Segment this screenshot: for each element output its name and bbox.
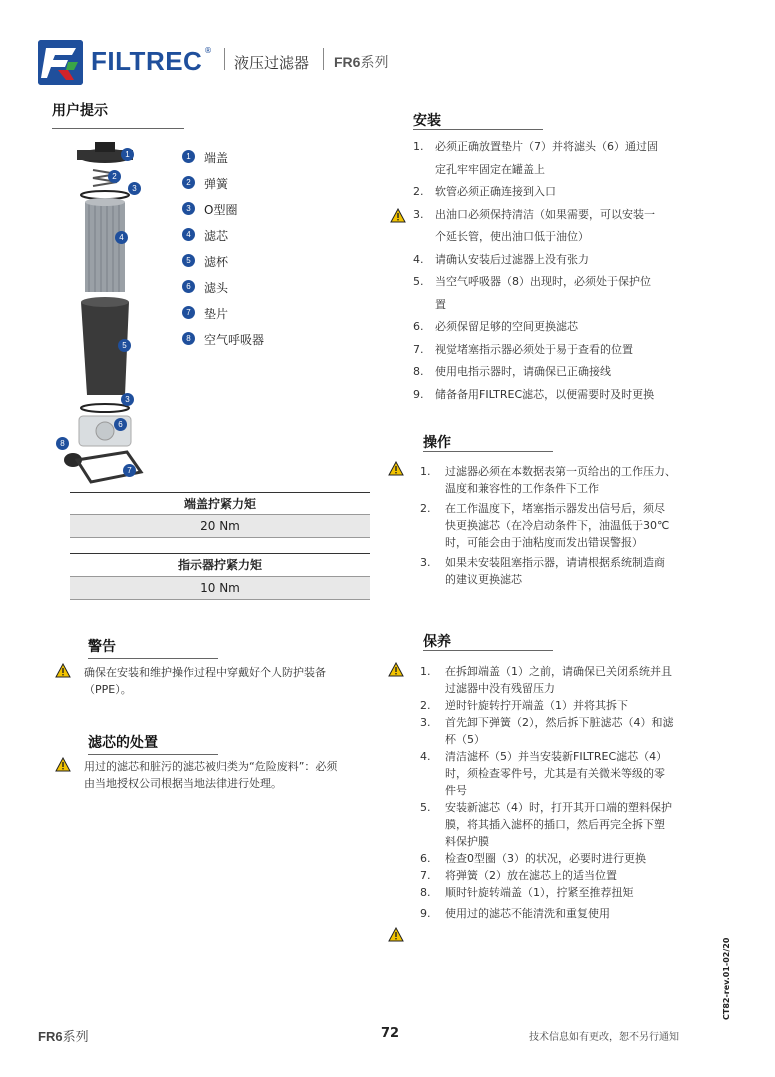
filtrec-logo-mark: [38, 40, 83, 85]
legend-badge: 8: [182, 332, 195, 345]
maintenance-title: 保养: [423, 634, 451, 650]
registered-mark: ®: [204, 46, 212, 55]
footer-series-code: FR6: [38, 1029, 63, 1044]
header-divider: [323, 48, 324, 70]
operation-item: 2. 在工作温度下，堵塞指示器发出信号后，须尽 快更换滤芯（在冷启动条件下，油温低于30℃ 时，可能会由于油粘度而发出错误警报）: [420, 502, 670, 549]
install-item: 7. 视觉堵塞指示器必须处于易于查看的位置: [413, 342, 633, 356]
warning-triangle-icon: [388, 927, 404, 942]
install-item: 3. 出油口必须保持清洁（如果需要，可以安装一: [413, 207, 655, 221]
footer-disclaimer: 技术信息如有更改，恕不另行通知: [529, 1032, 679, 1043]
callout-badge: 8: [56, 437, 69, 450]
section-rule: [88, 754, 218, 755]
legend-label: 滤芯: [204, 229, 229, 243]
install-item: 1. 必须正确放置垫片（7）并将滤头（6）通过固: [413, 140, 658, 153]
warning-text-line: （PPE）。: [84, 683, 132, 696]
disposal-text: [84, 758, 337, 792]
callout-badge: 4: [115, 231, 128, 244]
maintenance-item: 2. 逆时针旋转拧开端盖（1）并将其拆下: [420, 699, 628, 712]
legend-label: O型圈: [204, 203, 238, 217]
document-code: CT82-rev.01-02/20: [722, 937, 731, 1020]
warning-triangle-icon: [55, 757, 71, 772]
legend-badge: 6: [182, 280, 195, 293]
install-item: 8. 使用电指示器时，请确保已正确接线: [413, 365, 611, 378]
section-rule: [423, 451, 553, 452]
disposal-title: 滤芯的处置: [88, 735, 158, 751]
callout-badge: 1: [121, 148, 134, 161]
callout-badge: 2: [108, 170, 121, 183]
warning-text: [84, 664, 326, 698]
cap-torque-header: 端盖拧紧力矩: [70, 492, 370, 515]
legend-label: 滤杯: [204, 255, 229, 269]
warning-triangle-icon: [55, 663, 71, 678]
install-item-cont: 定孔牢牢固定在罐盖上: [435, 162, 545, 176]
indicator-torque-header: 指示器拧紧力矩: [70, 553, 370, 576]
install-item: 4. 请确认安装后过滤器上没有张力: [413, 252, 589, 266]
section-rule: [52, 128, 184, 129]
footer-series-word: 系列: [62, 1030, 89, 1045]
page-number: 72: [381, 1026, 400, 1041]
indicator-torque-value: 10 Nm: [70, 576, 370, 600]
header-series: [334, 52, 388, 72]
series-word: 系列: [360, 55, 389, 71]
section-rule: [413, 129, 543, 130]
brand-name: FILTREC: [91, 46, 203, 76]
warning-title: 警告: [88, 639, 116, 655]
install-item-cont: 置: [435, 297, 446, 311]
disposal-text-line: 用过的滤芯和脏污的滤芯被归类为“危险废料”：必须: [84, 760, 338, 773]
callout-badge: 5: [118, 339, 131, 352]
legend-badge: 2: [182, 176, 195, 189]
legend-label: 滤头: [204, 281, 229, 295]
user-tips-title: 用户提示: [52, 103, 108, 119]
maintenance-list: [420, 663, 720, 922]
maintenance-item: 8. 顺时针旋转端盖（1），拧紧至推荐扭矩: [420, 886, 634, 899]
install-item: 2. 软管必须正确连接到入口: [413, 185, 556, 198]
install-item-cont: 个延长管，使出油口低于油位）: [435, 230, 589, 243]
legend-badge: 7: [182, 306, 195, 319]
callout-badge: 6: [114, 418, 127, 431]
maintenance-item: 3. 首先卸下弹簧（2），然后拆下脏滤芯（4）和滤 杯（5）: [420, 716, 674, 746]
callout-badge: 3: [121, 393, 134, 406]
warning-triangle-icon: [388, 662, 404, 677]
legend-label: 弹簧: [204, 177, 229, 191]
exploded-filter-illustration: [55, 140, 165, 485]
legend-label: 垫片: [204, 307, 229, 321]
header-divider: [224, 48, 225, 70]
maintenance-item: 7. 将弹簧（2）放在滤芯上的适当位置: [420, 869, 617, 882]
install-item: 6. 必须保留足够的空间更换滤芯: [413, 320, 578, 333]
warning-text-line: 确保在安装和维护操作过程中穿戴好个人防护装备: [84, 666, 326, 679]
legend-badge: 3: [182, 202, 195, 215]
install-item: 9. 储备备用FILTREC滤芯，以便需要时及时更换: [413, 387, 655, 401]
operation-title: 操作: [423, 435, 451, 451]
cap-torque-value: 20 Nm: [70, 514, 370, 538]
section-rule: [423, 650, 553, 651]
operation-item: 3. 如果未安装阻塞指示器，请请根据系统制造商 的建议更换滤芯: [420, 556, 665, 586]
legend-label: 端盖: [204, 151, 229, 165]
maintenance-item: 6. 检查0型圈（3）的状况，必要时进行更换: [420, 852, 646, 865]
series-code: FR6: [334, 54, 361, 70]
warning-triangle-icon: [388, 461, 404, 476]
legend-label: 空气呼吸器: [204, 333, 265, 347]
disposal-text-line: 由当地授权公司根据当地法律进行处理。: [84, 777, 282, 790]
callout-badge: 7: [123, 464, 136, 477]
legend-badge: 4: [182, 228, 195, 241]
install-title: 安装: [413, 113, 441, 129]
callout-badge: 3: [128, 182, 141, 195]
install-item: 5. 当空气呼吸器（8）出现时，必须处于保护位: [413, 275, 651, 288]
maintenance-item: 1. 在拆卸端盖（1）之前，请确保已关闭系统并且 过滤器中没有残留压力: [420, 665, 672, 695]
section-rule: [88, 658, 218, 659]
operation-item: 1. 过滤器必须在本数据表第一页给出的工作压力、 温度和兼容性的工作条件下工作: [420, 465, 676, 495]
footer-series: [38, 1026, 89, 1045]
maintenance-item: 9. 使用过的滤芯不能清洗和重复使用: [420, 907, 610, 920]
header-title: 液压过滤器: [234, 54, 310, 72]
legend-badge: 1: [182, 150, 195, 163]
install-list: [413, 136, 733, 406]
legend-badge: 5: [182, 254, 195, 267]
operation-list: [420, 463, 720, 588]
warning-triangle-icon: [390, 208, 406, 223]
maintenance-item: 5. 安装新滤芯（4）时，打开其开口端的塑料保护 膜，将其插入滤杯的插口，然后再完全拆下塑 料保护膜: [420, 801, 672, 848]
maintenance-item: 4. 清洁滤杯（5）并当安装新FILTREC滤芯（4） 时，须检查零件号，尤其是有关微米等级的零 件号: [420, 750, 668, 797]
